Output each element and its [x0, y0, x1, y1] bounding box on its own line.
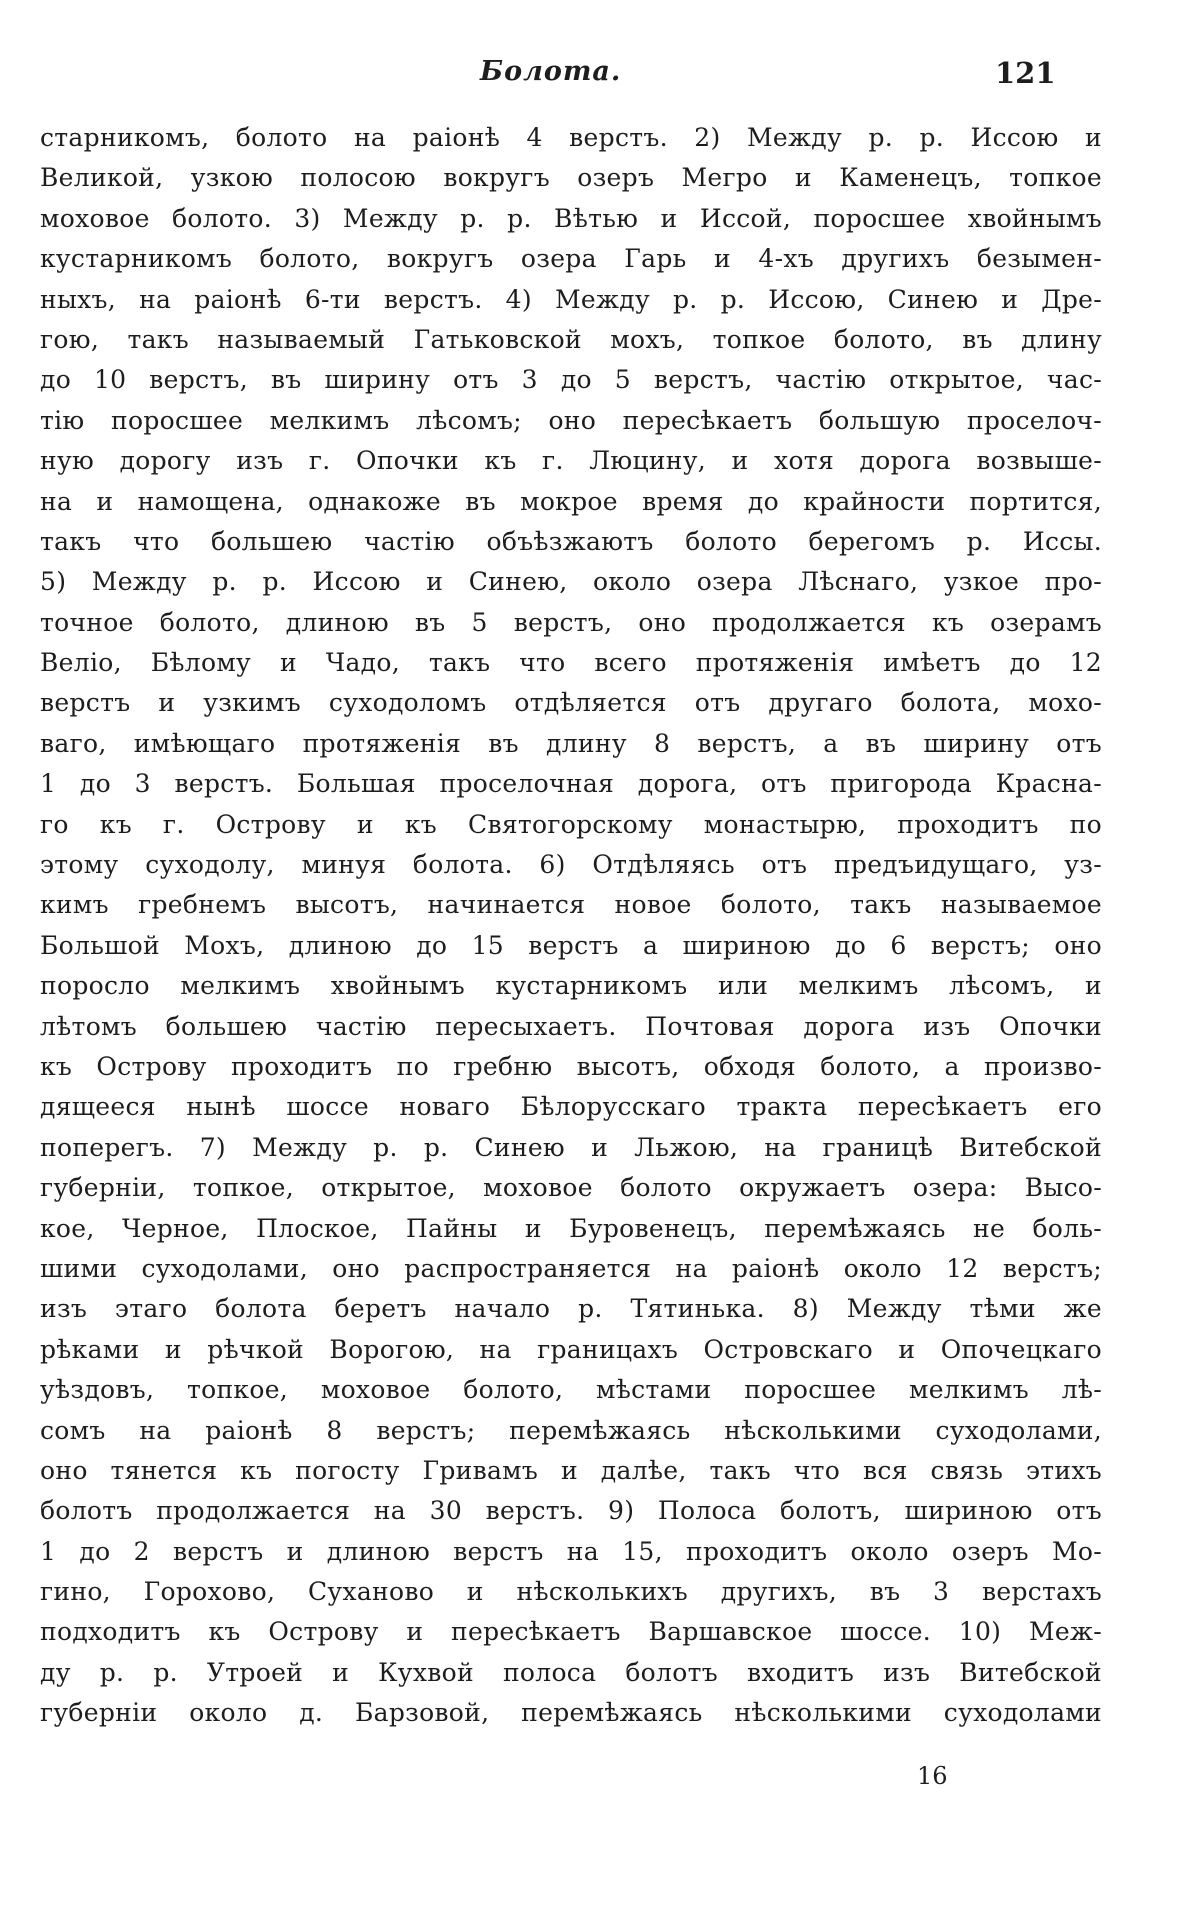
- text-line: тію поросшее мелкимъ лѣсомъ; оно пересѣкаетъ большую проселоч-: [40, 405, 1102, 435]
- text-line: на и намощена, однакоже въ мокрое время до крайности портится,: [40, 486, 1102, 516]
- text-line: поросло мелкимъ хвойнымъ кустарникомъ или мелкимъ лѣсомъ, и: [40, 971, 1102, 1001]
- page-number: 121: [995, 56, 1056, 90]
- running-head: [0, 56, 1200, 96]
- text-line: ныхъ, на раіонѣ 6-ти верстъ. 4) Между р. р. Иссою, Синею и Дре-: [40, 284, 1102, 314]
- text-line: губерніи около д. Барзовой, перемѣжаясь нѣсколькими суходолами: [40, 1698, 1102, 1728]
- text-line: 1 до 3 верстъ. Большая проселочная дорога, отъ пригорода Красна-: [40, 769, 1102, 799]
- text-line: кустарникомъ болото, вокругъ озера Гарь и 4-хъ другихъ безымен-: [40, 244, 1102, 274]
- text-line: этому суходолу, минуя болота. 6) Отдѣляясь отъ предъидущаго, уз-: [40, 850, 1102, 880]
- text-line: моховое болото. 3) Между р. р. Вѣтью и Иссой, поросшее хвойнымъ: [40, 203, 1102, 233]
- text-line: 5) Между р. р. Иссою и Синею, около озера Лѣснаго, узкое про-: [40, 567, 1102, 597]
- text-line: дящееся нынѣ шоссе новаго Бѣлорусскаго тракта пересѣкаетъ его: [40, 1092, 1102, 1122]
- text-line: рѣками и рѣчкой Ворогою, на границахъ Островскаго и Опочецкаго: [40, 1334, 1102, 1364]
- text-line: къ Острову проходитъ по гребню высотъ, обходя болото, а произво-: [40, 1051, 1102, 1081]
- text-line: оно тянется къ погосту Гривамъ и далѣе, такъ что вся связь этихъ: [40, 1455, 1102, 1485]
- text-line: гою, такъ называемый Гатьковской мохъ, топкое болото, въ длину: [40, 324, 1102, 354]
- text-line: шими суходолами, оно распространяется на раіонѣ около 12 верстъ;: [40, 1253, 1102, 1283]
- text-line: уѣздовъ, топкое, моховое болото, мѣстами поросшее мелкимъ лѣ-: [40, 1375, 1102, 1405]
- text-line: губерніи, топкое, открытое, моховое болото окружаетъ озера: Высо-: [40, 1173, 1102, 1203]
- running-title: Болота.: [480, 56, 622, 87]
- text-line: до 10 верстъ, въ ширину отъ 3 до 5 верстъ, частію открытое, час-: [40, 365, 1102, 395]
- text-line: гино, Горохово, Суханово и нѣсколькихъ другихъ, въ 3 верстахъ: [40, 1577, 1102, 1607]
- text-line: поперегъ. 7) Между р. р. Синею и Льжою, на границѣ Витебской: [40, 1132, 1102, 1162]
- text-line: старникомъ, болото на раіонѣ 4 верстъ. 2) Между р. р. Иссою и: [40, 123, 1102, 152]
- text-line: Веліо, Бѣлому и Чадо, такъ что всего протяженія имѣетъ до 12: [40, 648, 1102, 678]
- signature-mark: 16: [917, 1762, 948, 1790]
- text-line: точное болото, длиною въ 5 верстъ, оно продолжается къ озерамъ: [40, 607, 1102, 637]
- text-line: ную дорогу изъ г. Опочки къ г. Люцину, и хотя дорога возвыше-: [40, 446, 1102, 476]
- text-line: такъ что большею частію объѣзжаютъ болото берегомъ р. Иссы.: [40, 526, 1102, 556]
- body-text: [40, 118, 1102, 1734]
- text-line: верстъ и узкимъ суходоломъ отдѣляется отъ другаго болота, мохо-: [40, 688, 1102, 718]
- text-line: го къ г. Острову и къ Святогорскому монастырю, проходитъ по: [40, 809, 1102, 839]
- text-line: болотъ продолжается на 30 верстъ. 9) Полоса болотъ, шириною отъ: [40, 1496, 1102, 1526]
- text-line: Великой, узкою полосою вокругъ озеръ Мегро и Каменецъ, топкое: [40, 163, 1102, 193]
- text-line: кое, Черное, Плоское, Пайны и Буровенецъ, перемѣжаясь не боль-: [40, 1213, 1102, 1243]
- text-line: лѣтомъ большею частію пересыхаетъ. Почтовая дорога изъ Опочки: [40, 1011, 1102, 1041]
- text-line: кимъ гребнемъ высотъ, начинается новое болото, такъ называемое: [40, 890, 1102, 920]
- text-line: ду р. р. Утроей и Кухвой полоса болотъ входитъ изъ Витебской: [40, 1657, 1102, 1687]
- text-line: сомъ на раіонѣ 8 верстъ; перемѣжаясь нѣсколькими суходолами,: [40, 1415, 1102, 1445]
- text-line: изъ этаго болота беретъ начало р. Тятинька. 8) Между тѣми же: [40, 1294, 1102, 1324]
- text-line: 1 до 2 верстъ и длиною верстъ на 15, проходитъ около озеръ Мо-: [40, 1536, 1102, 1566]
- text-line: подходитъ къ Острову и пересѣкаетъ Варшавское шоссе. 10) Меж-: [40, 1617, 1102, 1647]
- text-line: ваго, имѣющаго протяженія въ длину 8 верстъ, а въ ширину отъ: [40, 728, 1102, 758]
- text-line: Большой Мохъ, длиною до 15 верстъ а шириною до 6 верстъ; оно: [40, 930, 1102, 960]
